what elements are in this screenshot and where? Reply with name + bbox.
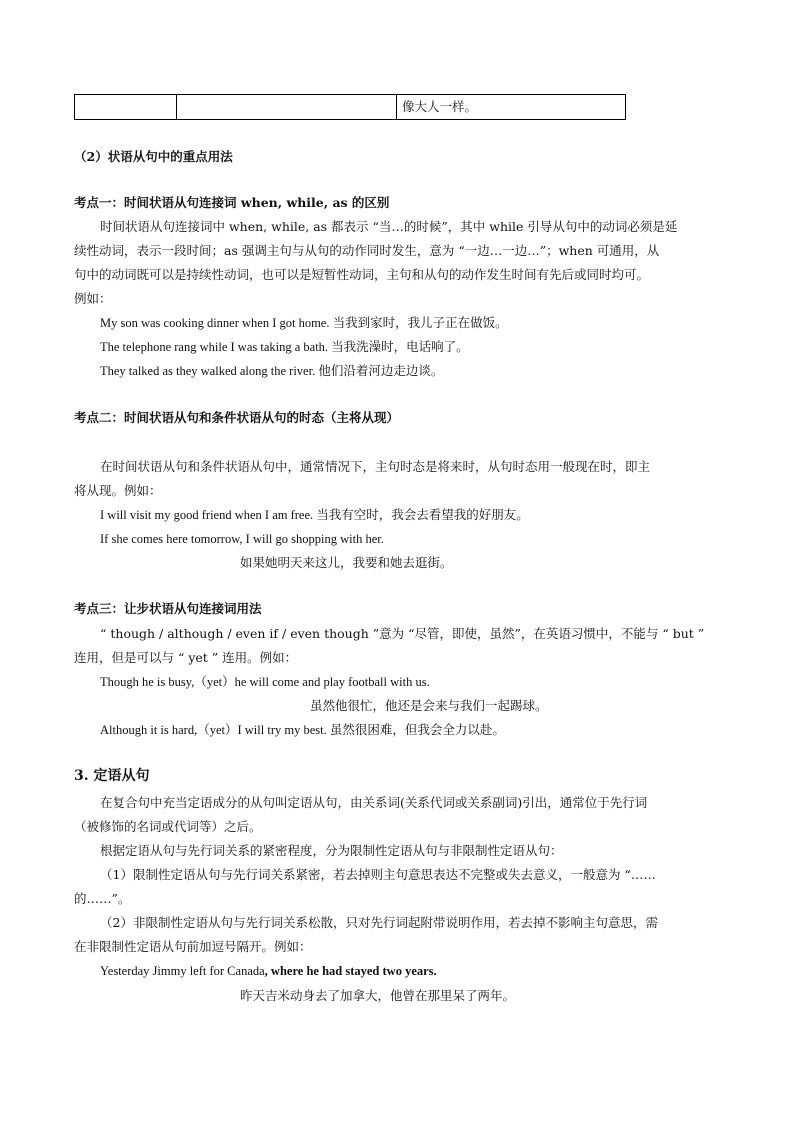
- paragraph-line: （2）非限制性定语从句与先行词关系松散，只对先行词起附带说明作用，若去掉不影响主句意思，需: [100, 915, 658, 930]
- example-sentence: They talked as they walked along the river. 他们沿着河边走边谈。: [100, 364, 444, 378]
- example-sentence: I will visit my good friend when I am free. 当我有空时，我会去看望我的好朋友。: [100, 508, 529, 522]
- paragraph-line: 时间状语从句连接词中 when, while, as 都表示 “当…的时候”，其中 while 引导从句中的动词必须是延: [100, 219, 678, 234]
- example-translation: 如果她明天来这儿，我要和她去逛街。: [240, 555, 453, 570]
- example-sentence: My son was cooking dinner when I got home. 当我到家时，我儿子正在做饭。: [100, 316, 508, 330]
- point-title: 考点二：时间状语从句和条件状语从句的时态（主将从现）: [74, 410, 400, 425]
- paragraph-line: 的……”。: [74, 891, 131, 906]
- paragraph-line: 句中的动词既可以是持续性动词，也可以是短暂性动词，主句和从句的动作发生时间有先后或同时均可。: [74, 267, 650, 282]
- point-title: 考点一：时间状语从句连接词 when, while, as 的区别: [74, 195, 390, 210]
- example-sentence: Although it is hard,（yet）I will try my best. 虽然很困难，但我会全力以赴。: [100, 723, 505, 737]
- table-cell: 像大人一样。: [402, 99, 478, 114]
- paragraph-line: （被修饰的名词或代词等）之后。: [74, 819, 262, 834]
- example-relative-clause: , where he had stayed two years.: [264, 964, 437, 978]
- paragraph-line: 在复合句中充当定语成分的从句叫定语从句，由关系词(关系代词或关系副词)引出，通常位于先行词: [100, 795, 648, 810]
- table-cell: [177, 95, 397, 119]
- section-heading: （2）状语从句中的重点用法: [74, 149, 233, 164]
- point-title: 考点三：让步状语从句连接词用法: [74, 601, 262, 616]
- paragraph-line: 连用，但是可以与 “ yet ” 连用。例如：: [74, 650, 298, 665]
- example-sentence: The telephone rang while I was taking a bath. 当我洗澡时，电话响了。: [100, 340, 469, 354]
- paragraph-line: （1）限制性定语从句与先行词关系紧密，若去掉则主句意思表达不完整或失去意义，一般意为 “……: [100, 867, 656, 882]
- example-lead: Yesterday Jimmy left for Canada: [100, 964, 265, 978]
- paragraph-line: 例如：: [74, 291, 112, 306]
- paragraph-line: 续性动词，表示一段时间；as 强调主句与从句的动作同时发生，意为 “一边…一边…”；when 可通用，从: [74, 243, 660, 258]
- example-sentence: Though he is busy,（yet）he will come and play football with us.: [100, 675, 430, 689]
- paragraph-line: 在非限制性定语从句前加逗号隔开。例如：: [74, 939, 312, 954]
- paragraph-line: “ though / although / even if / even though ”意为 “尽管，即使，虽然”，在英语习惯中，不能与 “ but ”: [100, 626, 705, 641]
- section-heading: 3. 定语从句: [74, 768, 150, 784]
- table-cell: [75, 95, 177, 119]
- paragraph-line: 根据定语从句与先行词关系的紧密程度，分为限制性定语从句与非限制性定语从句：: [100, 843, 563, 858]
- paragraph-line: 将从现。例如：: [74, 483, 162, 498]
- paragraph-line: 在时间状语从句和条件状语从句中，通常情况下，主句时态是将来时，从句时态用一般现在时，即主: [100, 459, 651, 474]
- example-translation: 昨天吉米动身去了加拿大，他曾在那里呆了两年。: [240, 988, 516, 1003]
- example-translation: 虽然他很忙，他还是会来与我们一起踢球。: [310, 698, 548, 713]
- example-sentence: [100, 963, 437, 979]
- table-row: [74, 94, 626, 120]
- example-sentence: If she comes here tomorrow, I will go shopping with her.: [100, 532, 384, 546]
